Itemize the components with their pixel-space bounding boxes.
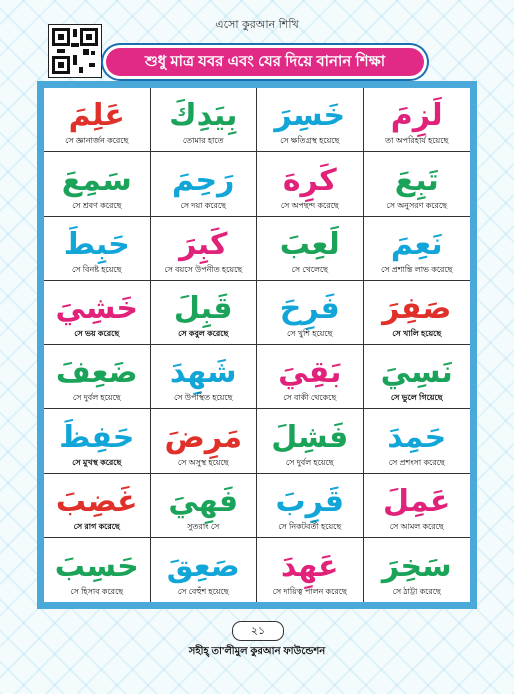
- bengali-meaning: সে দুর্বল হয়েছে: [285, 457, 334, 467]
- word-cell: [364, 538, 471, 602]
- arabic-word: خَشِيَ: [55, 291, 138, 326]
- word-cell: [257, 409, 364, 473]
- qr-finder-pattern: [52, 28, 70, 46]
- qr-module: [91, 51, 95, 55]
- bengali-meaning: সে খেলেছে: [291, 264, 328, 274]
- word-cell: [151, 345, 258, 409]
- word-cell: [364, 88, 471, 152]
- word-cell: [257, 345, 364, 409]
- arabic-word: حَسِبَ: [54, 549, 139, 584]
- arabic-word: قَبِلَ: [173, 291, 233, 326]
- bengali-meaning: সে বয়সে উপনীত হয়েছে: [164, 264, 243, 274]
- qr-module: [83, 49, 89, 55]
- bengali-meaning: সে কবুল করেছে: [178, 329, 229, 338]
- arabic-word: حَمِدَ: [387, 419, 447, 455]
- word-cell: [44, 474, 151, 538]
- book-title: এসো কুরআন শিখি: [215, 18, 299, 31]
- bengali-meaning: সে দায়িত্ব পালন করেছে: [272, 587, 347, 596]
- bengali-meaning: সে প্রশংসা করেছে: [388, 457, 445, 467]
- bengali-meaning: সে অনুসরণ করেছে: [386, 200, 447, 210]
- bengali-meaning: সে খুশি হয়েছে: [287, 329, 333, 338]
- arabic-word: فَشِلَ: [271, 419, 349, 455]
- word-cell: [44, 409, 151, 473]
- bengali-meaning: সুতরাং সে: [187, 521, 220, 531]
- bengali-meaning: সে ভুলে গিয়েছে: [390, 393, 443, 403]
- publisher-name: সহীহ্ তা'লীমুল কুরআন ফাউন্ডেশন: [188, 646, 326, 657]
- bengali-meaning: সে জ্ঞানার্জন করেছে: [65, 136, 129, 146]
- arabic-word: ضَعِفَ: [55, 355, 138, 391]
- qr-module: [71, 43, 79, 47]
- bengali-meaning: সে উপস্থিত হয়েছে: [174, 393, 233, 403]
- word-cell: [364, 345, 471, 409]
- word-cell: [364, 474, 471, 538]
- word-cell: [151, 152, 258, 216]
- word-cell: [257, 474, 364, 538]
- word-cell: [151, 409, 258, 473]
- bengali-meaning: সে মুখস্থ করেছে: [72, 457, 122, 467]
- qr-module: [79, 67, 83, 73]
- bengali-meaning: সে শ্রবণ করেছে: [72, 200, 122, 210]
- arabic-word: تَبِعَ: [394, 162, 439, 198]
- arabic-word: لَعِبَ: [279, 226, 340, 262]
- arabic-word: نَسِيَ: [380, 355, 453, 391]
- arabic-word: خَسِرَ: [274, 98, 346, 134]
- bengali-meaning: তা অপরিহার্য হয়েছে: [385, 136, 449, 146]
- word-cell: [257, 152, 364, 216]
- word-cell: [257, 538, 364, 602]
- word-cell: [364, 409, 471, 473]
- bengali-meaning: তোমার হাতে: [182, 136, 224, 146]
- word-cell: [44, 538, 151, 602]
- word-cell: [257, 88, 364, 152]
- bengali-meaning: সে ঠাট্টা করেছে: [392, 587, 441, 596]
- qr-finder-pattern: [80, 28, 98, 46]
- word-cell: [364, 217, 471, 281]
- bengali-meaning: সে আমল করেছে: [389, 521, 444, 531]
- word-grid-frame: [37, 81, 477, 609]
- word-cell: [364, 281, 471, 345]
- word-cell: [257, 281, 364, 345]
- word-cell: [151, 88, 258, 152]
- arabic-word: نَعِمَ: [390, 226, 443, 262]
- word-cell: [151, 217, 258, 281]
- arabic-word: بَقِيَ: [278, 355, 342, 391]
- bengali-meaning: সে বাকী থেকেছে: [283, 393, 337, 403]
- word-cell: [364, 152, 471, 216]
- arabic-word: كَرِهَ: [282, 162, 337, 198]
- bengali-meaning: সে রাগ করেছে: [73, 521, 120, 531]
- bengali-meaning: সে দয়া করেছে: [180, 200, 226, 210]
- arabic-word: رَحِمَ: [172, 162, 235, 198]
- qr-module: [57, 49, 65, 53]
- word-cell: [151, 474, 258, 538]
- bengali-meaning: সে অসুস্থ হয়েছে: [177, 457, 229, 467]
- bengali-meaning: সে দুর্বল হয়েছে: [72, 393, 121, 403]
- arabic-word: حَبِطَ: [63, 226, 130, 262]
- word-grid: [44, 88, 470, 602]
- bengali-meaning: সে ক্ষতিগ্রস্থ হয়েছে: [280, 136, 340, 146]
- bengali-meaning: সে খালি হয়েছে: [392, 329, 442, 338]
- word-cell: [151, 538, 258, 602]
- arabic-word: مَرِضَ: [164, 419, 243, 455]
- word-cell: [44, 88, 151, 152]
- arabic-word: صَفِرَ: [382, 291, 452, 326]
- word-cell: [151, 281, 258, 345]
- qr-code[interactable]: [48, 24, 102, 78]
- word-cell: [44, 281, 151, 345]
- arabic-word: سَخِرَ: [381, 549, 452, 584]
- arabic-word: فَرِحَ: [279, 291, 340, 326]
- word-cell: [44, 345, 151, 409]
- arabic-word: حَفِظَ: [59, 419, 135, 455]
- qr-finder-pattern: [52, 56, 70, 74]
- bengali-meaning: সে ভয় করেছে: [74, 329, 120, 338]
- arabic-word: صَعِقَ: [166, 549, 240, 584]
- qr-module: [73, 55, 77, 65]
- arabic-word: سَمِعَ: [61, 162, 132, 198]
- bengali-meaning: সে প্রশান্তি লাভ করেছে: [380, 264, 453, 274]
- bengali-meaning: সে বেহুঁশ হয়েছে: [177, 587, 229, 596]
- word-cell: [44, 217, 151, 281]
- bengali-meaning: সে হিসাব করেছে: [70, 587, 124, 596]
- qr-module: [89, 63, 95, 67]
- arabic-word: لَزِمَ: [390, 98, 443, 134]
- arabic-word: عَهِدَ: [280, 549, 339, 584]
- arabic-word: عَلِمَ: [68, 98, 125, 134]
- arabic-word: قَرِبَ: [275, 483, 344, 519]
- word-cell: [44, 152, 151, 216]
- arabic-word: عَمِلَ: [383, 483, 451, 519]
- bengali-meaning: সে অপছন্দ করেছে: [280, 200, 339, 210]
- arabic-word: شَهِدَ: [169, 355, 237, 391]
- arabic-word: غَضِبَ: [55, 483, 138, 519]
- arabic-word: بِيَدِكَ: [169, 98, 238, 134]
- arabic-word: فَهِيَ: [168, 483, 239, 519]
- arabic-word: كَبِرَ: [179, 226, 228, 262]
- page-number: ২১: [232, 621, 284, 641]
- word-cell: [257, 217, 364, 281]
- qr-module: [73, 29, 77, 37]
- bengali-meaning: সে বিনষ্ট হয়েছে: [72, 264, 122, 274]
- lesson-title-banner: শুধু মাত্র যবর এবং যের দিয়ে বানান শিক্ষা: [106, 48, 424, 76]
- bengali-meaning: সে নিকটবর্তী হয়েছে: [278, 521, 342, 531]
